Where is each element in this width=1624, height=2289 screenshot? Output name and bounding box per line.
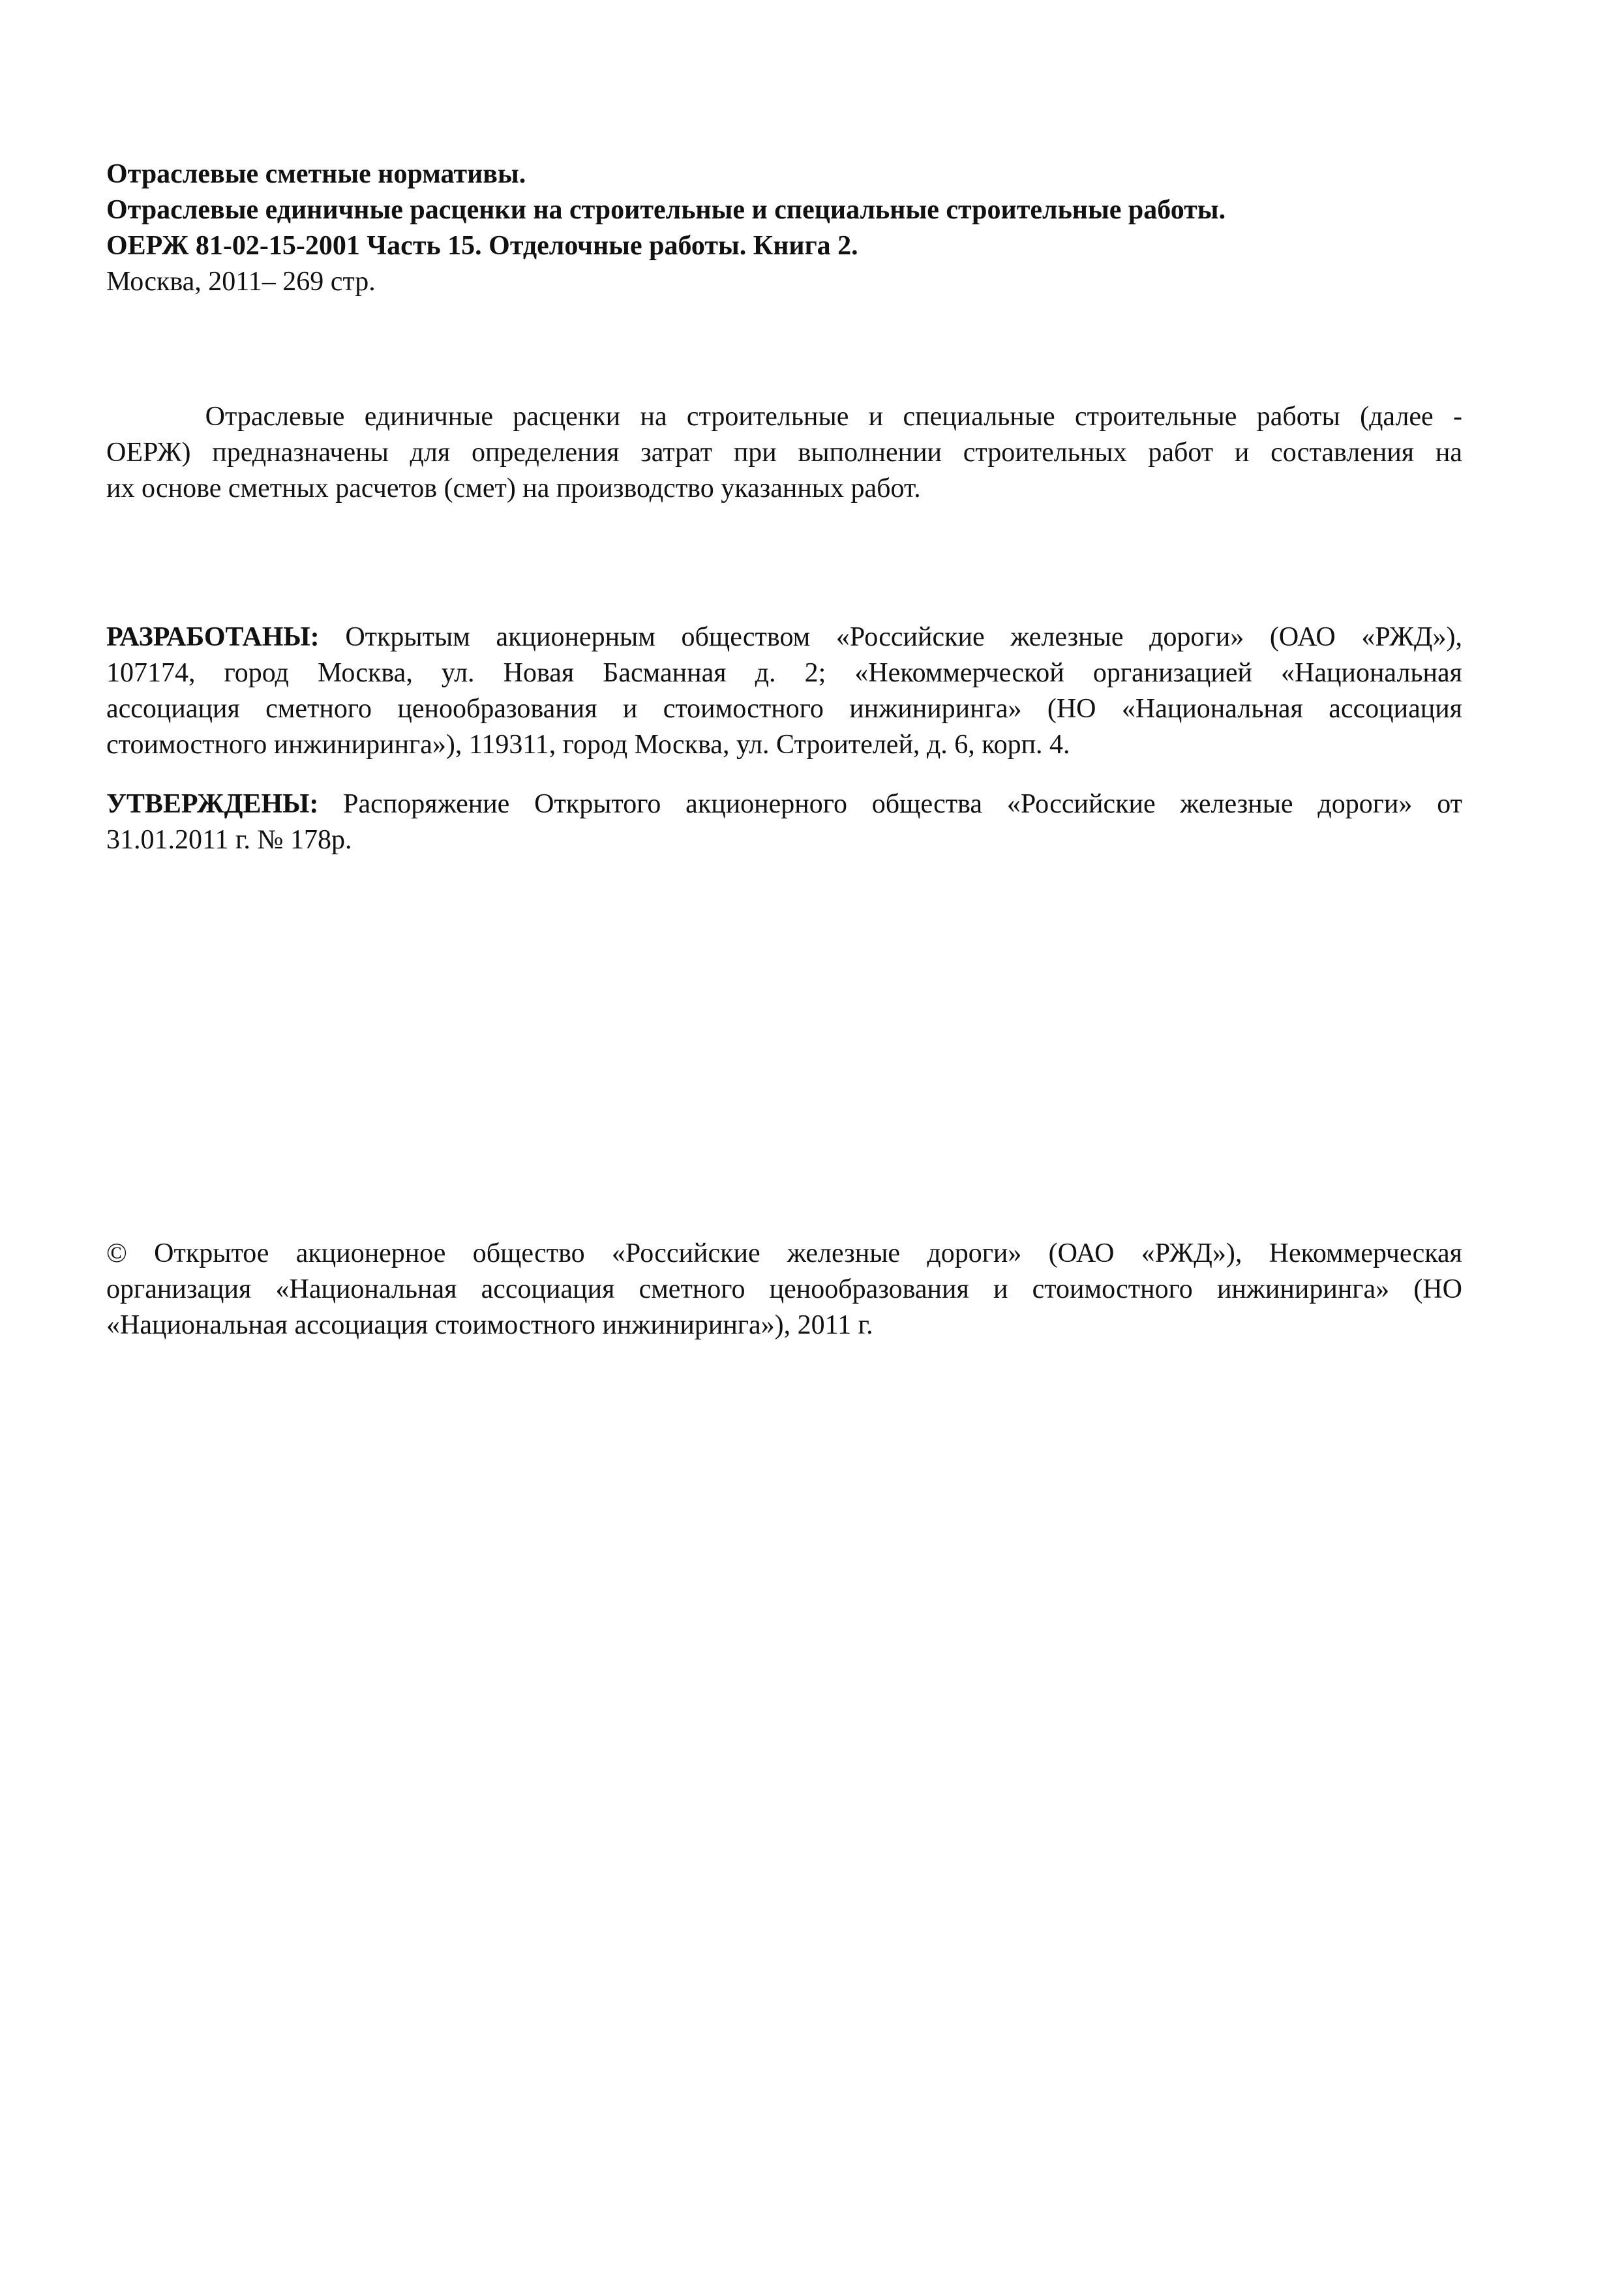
developed-paragraph [106, 620, 1462, 763]
intro-line: ОЕРЖ) предназначены для определения затрат при выполнении строительных работ и составления на [106, 438, 1462, 468]
document-header [106, 157, 1462, 300]
approved-paragraph [106, 786, 1462, 858]
header-publication-info: Москва, 2011– 269 стр. [106, 267, 376, 297]
approved-line: Распоряжение Открытого акционерного общества «Российские железные дороги» от [318, 789, 1462, 819]
developed-label: РАЗРАБОТАНЫ: [106, 622, 320, 652]
approved-label: УТВЕРЖДЕНЫ: [106, 789, 319, 819]
developed-first-line [106, 620, 1462, 655]
approved-line: 31.01.2011 г. № 178р. [106, 825, 352, 855]
developed-line: Открытым акционерным обществом «Российские железные дороги» (ОАО «РЖД»), [319, 622, 1462, 652]
header-standard-code: ОЕРЖ 81-02-15-2001 Часть 15. Отделочные работы. Книга 2. [106, 231, 858, 261]
copyright-line: организация «Национальная ассоциация сметного ценообразования и стоимостного инжиниринга» (НО [106, 1274, 1462, 1304]
header-collection-title: Отраслевые сметные нормативы. [106, 159, 526, 189]
developed-line: ассоциация сметного ценообразования и стоимостного инжиниринга» (НО «Национальная ассоциация [106, 694, 1462, 724]
intro-line: их основе сметных расчетов (смет) на производство указанных работ. [106, 473, 921, 503]
copyright-line: «Национальная ассоциация стоимостного инжиниринга»), 2011 г. [106, 1310, 873, 1340]
intro-line: Отраслевые единичные расценки на строительные и специальные строительные работы (далее - [106, 402, 1462, 432]
copyright-line: © Открытое акционерное общество «Российские железные дороги» (ОАО «РЖД»), Некоммерческая [106, 1238, 1462, 1268]
copyright-paragraph [106, 1236, 1462, 1343]
approved-first-line [106, 786, 1462, 822]
header-rates-title: Отраслевые единичные расценки на строительные и специальные строительные работы. [106, 195, 1226, 225]
intro-paragraph [106, 399, 1462, 507]
developed-line: 107174, город Москва, ул. Новая Басманная д. 2; «Некоммерческой организацией «Национальная [106, 658, 1462, 688]
developed-line: стоимостного инжиниринга»), 119311, город Москва, ул. Строителей, д. 6, корп. 4. [106, 730, 1070, 760]
